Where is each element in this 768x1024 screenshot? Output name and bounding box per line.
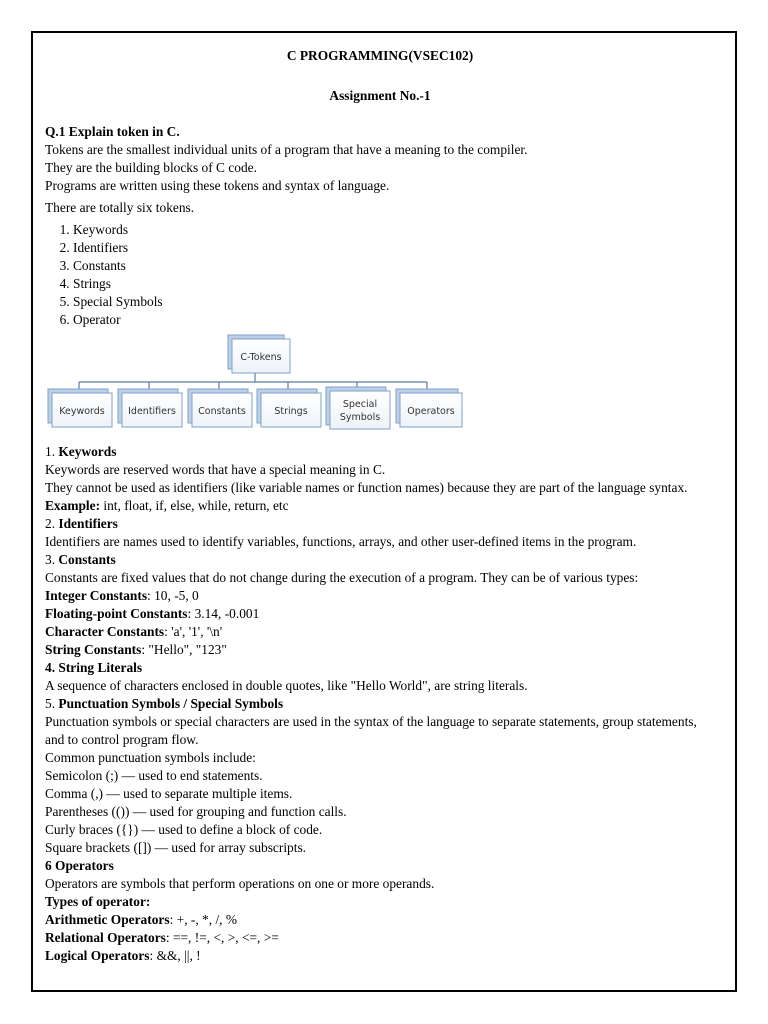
token-list-item: 6. Operator <box>73 311 715 329</box>
symbol-item: Square brackets ([]) — used for array subscripts. <box>45 840 307 855</box>
operator-type-item: Arithmetic Operators: +, -, *, /, % <box>45 912 238 927</box>
child-node-label: Identifiers <box>128 406 176 417</box>
symbols-line-1: Punctuation symbols or special characters are used in the syntax of the language to separate statements, group statements, and to control program flow. <box>45 714 697 747</box>
child-node-special-symbols <box>326 387 390 429</box>
keywords-heading: 1. Keywords <box>45 444 117 459</box>
child-node-constants <box>188 389 252 427</box>
operator-type-item: Relational Operators: ==, !=, <, >, <=, >= <box>45 930 279 945</box>
identifiers-heading: 2. Identifiers <box>45 516 118 531</box>
child-node-label: Keywords <box>59 406 105 417</box>
child-node-keywords <box>48 389 112 427</box>
constants-heading: 3. Constants <box>45 552 116 567</box>
operator-types-heading: Types of operator: <box>45 894 151 909</box>
operators-line-1: Operators are symbols that perform operations on one or more operands. <box>45 876 435 891</box>
strings-line-1: A sequence of characters enclosed in double quotes, like "Hello World", are string literals. <box>45 678 528 693</box>
constant-type-item: Floating-point Constants: 3.14, -0.001 <box>45 606 260 621</box>
symbol-item: Parentheses (()) — used for grouping and function calls. <box>45 804 347 819</box>
operators-heading: 6 Operators <box>45 858 114 873</box>
document-page <box>31 31 737 992</box>
symbol-item: Comma (,) — used to separate multiple items. <box>45 786 293 801</box>
symbol-item: Semicolon (;) — used to end statements. <box>45 768 263 783</box>
intro-line-2: They are the building blocks of C code. <box>45 160 257 175</box>
symbols-heading: 5. Punctuation Symbols / Special Symbols <box>45 696 284 711</box>
intro-line-3: Programs are written using these tokens and syntax of language. <box>45 178 390 193</box>
child-node-label: Symbols <box>339 412 381 423</box>
child-node-strings <box>257 389 321 427</box>
constant-type-item: Character Constants: 'a', '1', '\n' <box>45 624 223 639</box>
root-node-label: C-Tokens <box>240 352 282 363</box>
token-list-item: 2. Identifiers <box>73 239 715 257</box>
question-heading: Q.1 Explain token in C. <box>45 124 180 139</box>
keywords-line-2: They cannot be used as identifiers (like variable names or function names) because they are part of the language syntax. <box>45 480 688 495</box>
symbols-line-2: Common punctuation symbols include: <box>45 750 256 765</box>
symbol-item: Curly braces ({}) — used to define a block of code. <box>45 822 323 837</box>
child-node-operators <box>396 389 462 427</box>
c-tokens-diagram <box>45 331 715 443</box>
token-list-item: 3. Constants <box>73 257 715 275</box>
child-node-label: Operators <box>407 406 455 417</box>
child-node-label: Strings <box>274 406 308 417</box>
token-list-item: 1. Keywords <box>73 221 715 239</box>
keywords-line-1: Keywords are reserved words that have a special meaning in C. <box>45 462 386 477</box>
root-node-c-tokens <box>228 335 290 373</box>
intro-line-1: Tokens are the smallest individual units of a program that have a meaning to the compiler. <box>45 142 528 157</box>
identifiers-line-1: Identifiers are names used to identify variables, functions, arrays, and other user-defined items in the program. <box>45 534 637 549</box>
constants-line-1: Constants are fixed values that do not change during the execution of a program. They can be of various types: <box>45 570 639 585</box>
token-list <box>45 221 715 329</box>
document-title: C PROGRAMMING(VSEC102) <box>286 48 474 63</box>
tokens-hierarchy-svg <box>45 331 475 443</box>
child-node-label: Constants <box>198 406 246 417</box>
operator-type-item: Logical Operators: &&, ||, ! <box>45 948 201 963</box>
strings-heading: 4. String Literals <box>45 660 143 675</box>
token-list-item: 5. Special Symbols <box>73 293 715 311</box>
constant-type-item: String Constants: "Hello", "123" <box>45 642 227 657</box>
assignment-title: Assignment No.-1 <box>329 88 431 103</box>
token-count-line: There are totally six tokens. <box>45 200 195 215</box>
child-node-label: Special <box>342 399 378 410</box>
child-node-identifiers <box>118 389 182 427</box>
keywords-example: Example: int, float, if, else, while, return, etc <box>45 498 289 513</box>
constant-type-item: Integer Constants: 10, -5, 0 <box>45 588 199 603</box>
document-content <box>45 47 715 965</box>
token-list-item: 4. Strings <box>73 275 715 293</box>
